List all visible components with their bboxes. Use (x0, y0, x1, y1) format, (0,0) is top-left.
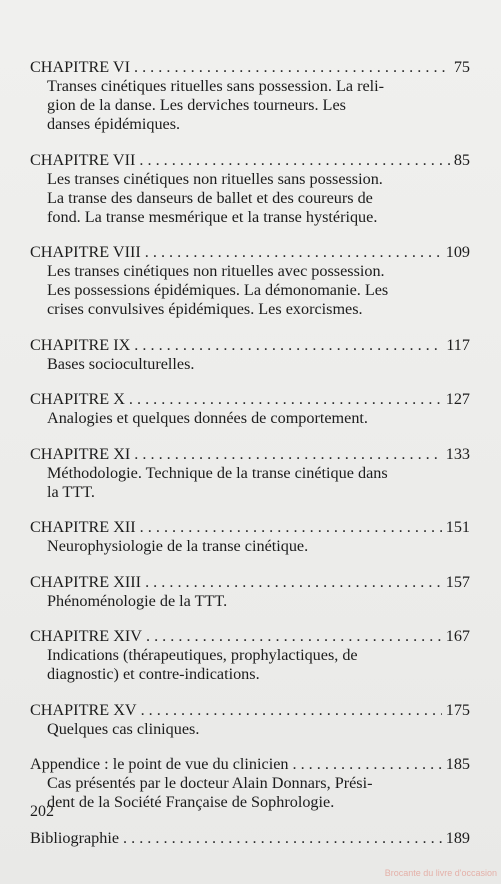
toc-entry (30, 627, 470, 684)
toc-entry-page: 127 (445, 390, 470, 408)
description-line: Les possessions épidémiques. La démonomanie. Les (47, 281, 389, 299)
dot-leader (145, 243, 442, 262)
description-line: Cas présentés par le docteur Alain Donnars, Prési- (47, 774, 373, 792)
toc-entry-page: 133 (445, 444, 470, 463)
description-line: Les transes cinétiques non rituelles sans possession. (47, 169, 383, 188)
toc-entry-heading (30, 390, 470, 409)
toc-entry-title: CHAPITRE XIII (30, 572, 142, 591)
toc-entry-page: 185 (445, 755, 470, 773)
toc-entry-heading (30, 627, 470, 646)
toc-entry-page: 167 (445, 627, 470, 645)
watermark: Brocante du livre d'occasion (384, 868, 497, 878)
toc-entry-description (47, 537, 470, 556)
toc-entry-heading (30, 151, 470, 170)
page-number: 202 (30, 803, 54, 820)
toc-entry (30, 701, 470, 739)
toc-entry-heading (30, 755, 470, 774)
toc-entry-description (47, 170, 470, 227)
toc-entry-heading (30, 573, 470, 592)
description-line: Quelques cas cliniques. (47, 719, 200, 738)
dot-leader (134, 336, 442, 355)
description-line: Bases socioculturelles. (47, 354, 195, 373)
toc-entry-page: 175 (445, 700, 470, 719)
dot-leader (146, 627, 442, 646)
description-line: Méthodologie. Technique de la transe cinétique dans (47, 463, 388, 482)
dot-leader (134, 445, 441, 464)
toc-entry-page: 117 (446, 335, 470, 354)
toc-entry-heading (30, 336, 470, 355)
description-line: Les transes cinétiques non rituelles avec possession. (47, 262, 385, 280)
description-line: Neurophysiologie de la transe cinétique. (47, 537, 309, 555)
toc-entry-title: CHAPITRE XI (30, 444, 131, 463)
toc-entry (30, 573, 470, 611)
description-line: Indications (thérapeutiques, prophylactiques, de (47, 646, 358, 664)
dot-leader (129, 390, 442, 409)
toc-entry-description (47, 464, 470, 502)
toc-entry-description (47, 720, 470, 739)
toc-entry-heading (30, 243, 470, 262)
toc-entry (30, 243, 470, 319)
toc-entry-title: Bibliographie (30, 828, 120, 847)
toc-entry-description (47, 262, 470, 319)
dot-leader (139, 151, 449, 170)
toc-entry-heading (30, 58, 470, 77)
toc-entry-title: Appendice : le point de vue du clinicien (30, 755, 289, 773)
toc-entry (30, 336, 470, 374)
toc-entry (30, 755, 470, 812)
toc-entry-page: 85 (453, 150, 470, 169)
toc-entry-title: CHAPITRE X (30, 390, 125, 408)
description-line: dent de la Société Française de Sophrologie. (47, 793, 335, 811)
toc-entry (30, 518, 470, 556)
description-line: La transe des danseurs de ballet et des coureurs de (47, 188, 373, 207)
toc-entry-title: CHAPITRE IX (30, 335, 131, 354)
toc-entry-page: 157 (445, 572, 470, 591)
toc-entry-heading (30, 829, 470, 848)
description-line: Phénoménologie de la TTT. (47, 591, 228, 610)
toc-entry-title: CHAPITRE XV (30, 700, 137, 719)
description-line: gion de la danse. Les derviches tourneurs. Les (47, 96, 346, 114)
toc-entry-title: CHAPITRE VIII (30, 243, 141, 261)
toc-entry-description (47, 77, 470, 134)
toc-entry-page: 151 (445, 518, 470, 536)
dot-leader (141, 701, 442, 720)
toc-entry-page: 109 (445, 243, 470, 261)
toc-entry-page: 189 (445, 828, 470, 847)
description-line: diagnostic) et contre-indications. (47, 665, 260, 683)
toc-entry-description (47, 409, 470, 428)
toc-entry-title: CHAPITRE VII (30, 150, 136, 169)
dot-leader (145, 573, 442, 592)
toc-entry (30, 829, 470, 848)
toc-entry (30, 390, 470, 428)
toc-entry-title: CHAPITRE XII (30, 518, 136, 536)
toc-entry-title: CHAPITRE VI (30, 58, 130, 76)
dot-leader (123, 829, 442, 848)
description-line: fond. La transe mesmérique et la transe hystérique. (47, 207, 378, 226)
toc-entry-description (47, 774, 470, 812)
toc-entry-heading (30, 445, 470, 464)
toc-entry-heading (30, 701, 470, 720)
description-line: Transes cinétiques rituelles sans possession. La reli- (47, 77, 385, 95)
toc-entry-description (47, 355, 470, 374)
table-of-contents (30, 58, 470, 864)
toc-entry (30, 445, 470, 502)
toc-entry-description (47, 646, 470, 684)
toc-entry-page: 75 (453, 58, 470, 76)
dot-leader (134, 58, 450, 77)
description-line: danses épidémiques. (47, 115, 181, 133)
description-line: la TTT. (47, 482, 95, 501)
dot-leader (140, 518, 442, 537)
description-line: crises convulsives épidémiques. Les exorcismes. (47, 300, 363, 318)
toc-entry-title: CHAPITRE XIV (30, 627, 142, 645)
toc-entry (30, 58, 470, 134)
description-line: Analogies et quelques données de comportement. (47, 409, 368, 427)
toc-entry-description (47, 592, 470, 611)
toc-entry (30, 151, 470, 227)
dot-leader (292, 755, 441, 774)
toc-entry-heading (30, 518, 470, 537)
